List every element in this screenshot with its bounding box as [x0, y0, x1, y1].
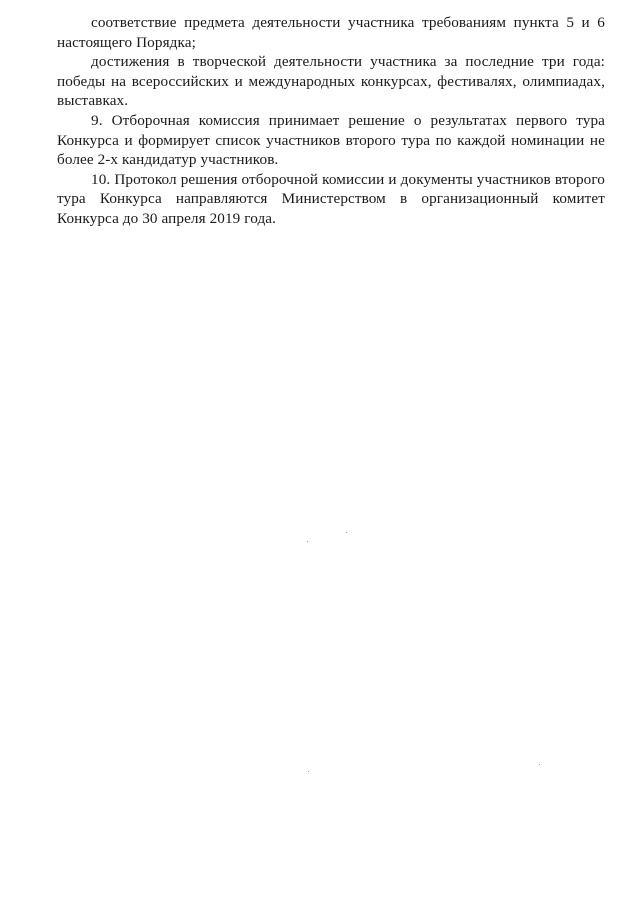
paragraph-item-10: 10. Протокол решения отборочной комиссии и документы участников второго тура Конкурса направляются Министерством в организационный комитет Конкурса до 30 апреля 2019 года. [57, 170, 605, 227]
scan-speck [539, 764, 540, 765]
scan-speck [346, 532, 347, 533]
paragraph-achievements: достижения в творческой деятельности участника за последние три года: победы на всероссийских и международных конкурсах, фестивалях, олимпиадах, выставках. [57, 53, 605, 110]
document-body [57, 13, 605, 229]
scan-speck [308, 771, 309, 772]
scan-speck [307, 541, 308, 542]
paragraph-item-9: 9. Отборочная комиссия принимает решение о результатах первого тура Конкурса и формирует список участников второго тура по каждой номинации не более 2-х кандидатур участников. [57, 111, 605, 169]
paragraph-compliance: соответствие предмета деятельности участника требованиям пункта 5 и 6 настоящего Порядка; [57, 14, 605, 51]
